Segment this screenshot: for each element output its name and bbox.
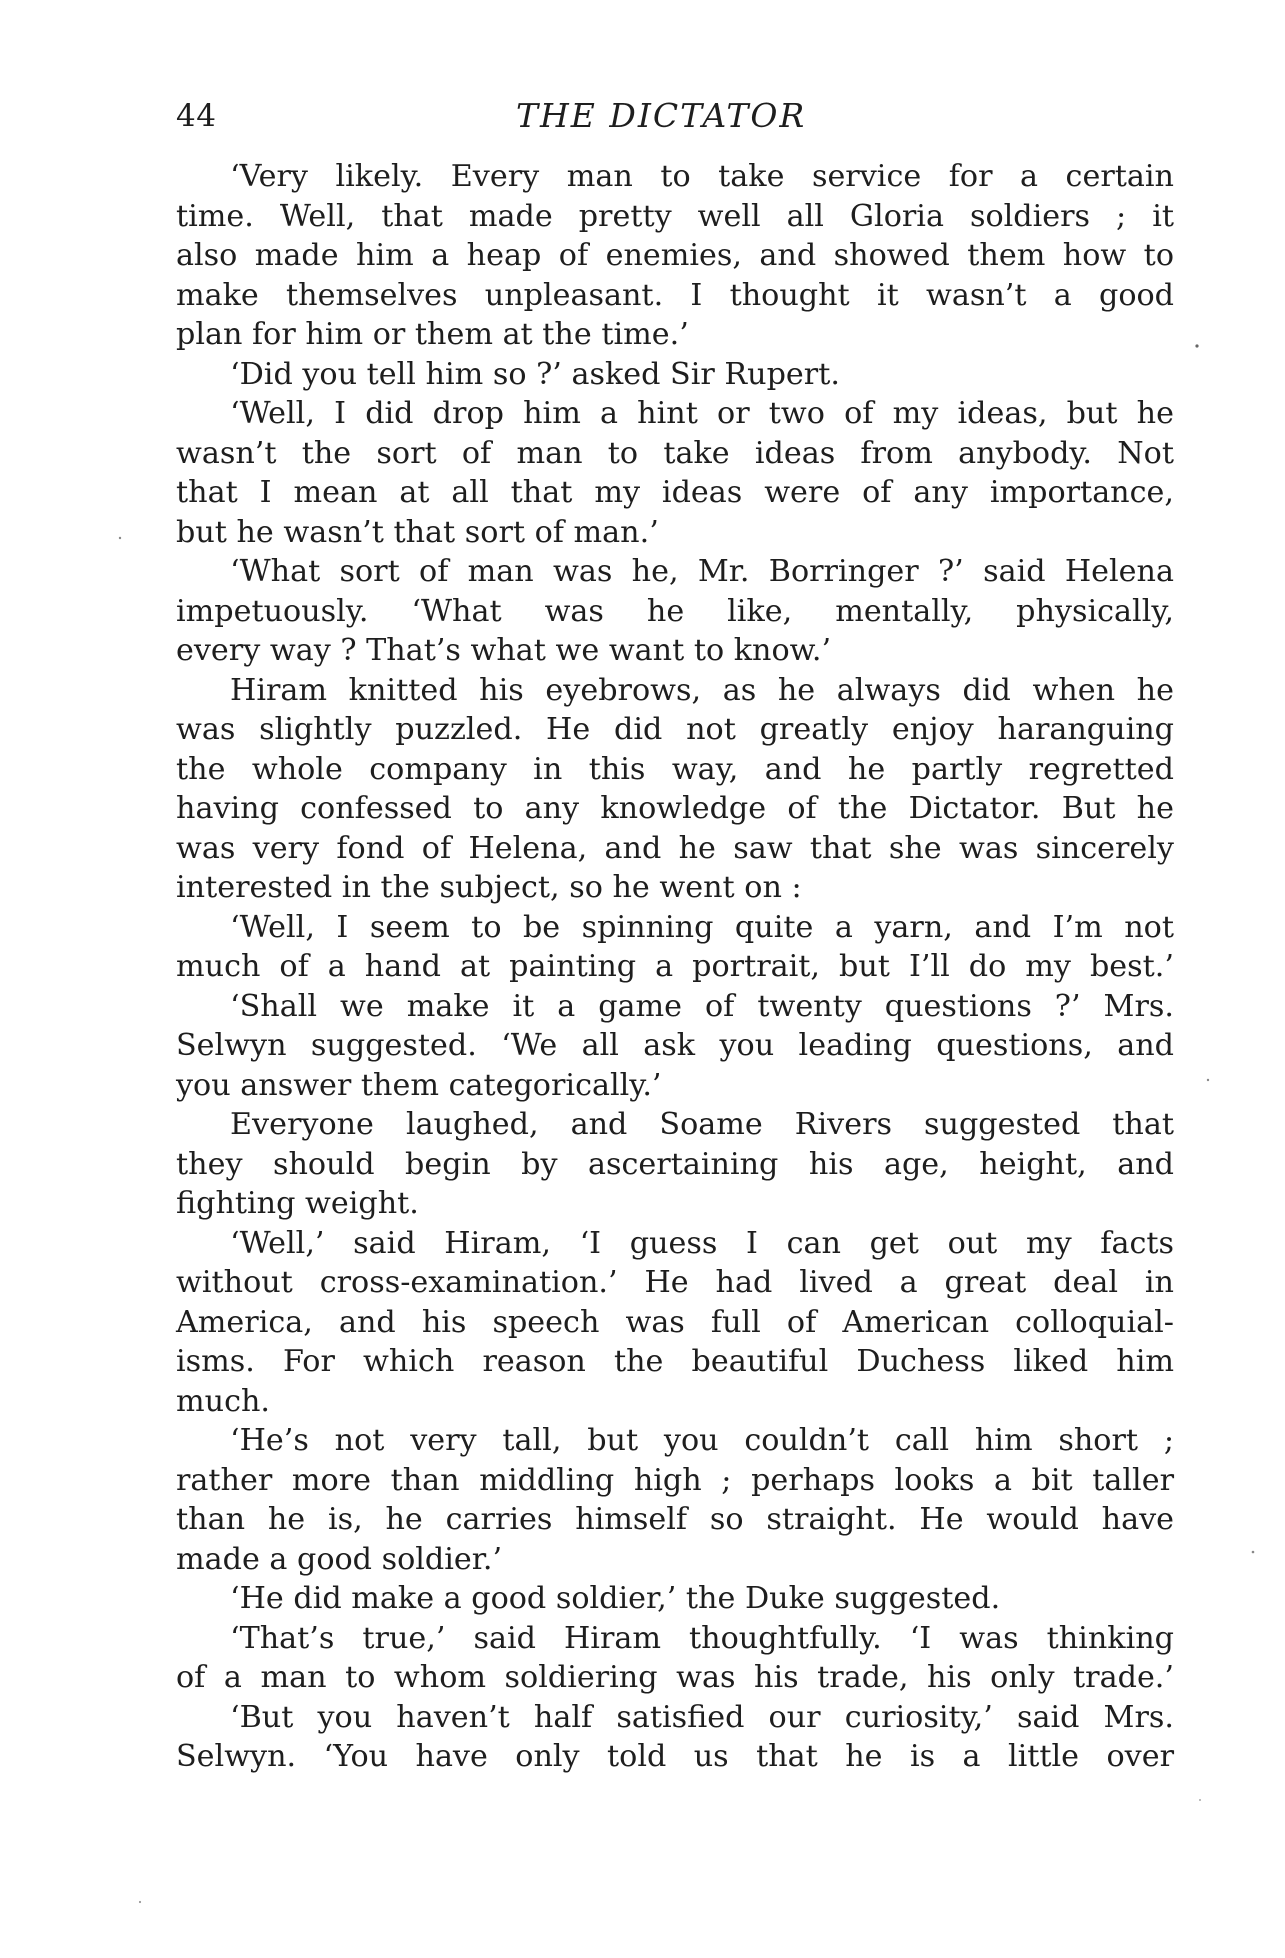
text-line: that I mean at all that my ideas were of any importance, bbox=[176, 475, 1174, 510]
text-line: every way ? That’s what we want to know.’ bbox=[176, 633, 832, 668]
text-line: ‘That’s true,’ said Hiram thoughtfully. ‘I was thinking bbox=[230, 1620, 1174, 1656]
text-line: much of a hand at painting a portrait, but I’ll do my best.’ bbox=[176, 949, 1174, 984]
text-line: without cross-examination.’ He had lived a great deal in bbox=[176, 1265, 1174, 1300]
text-line: ‘But you haven’t half satisfied our curiosity,’ said Mrs. bbox=[230, 1699, 1174, 1735]
text-line: ‘He’s not very tall, but you couldn’t call him short ; bbox=[230, 1423, 1174, 1458]
text-line: the whole company in this way, and he partly regretted bbox=[176, 751, 1174, 787]
text-line: America, and his speech was full of American colloquial- bbox=[176, 1304, 1174, 1340]
text-line: ‘He did make a good soldier,’ the Duke suggested. bbox=[230, 1581, 1001, 1616]
text-line: interested in the subject, so he went on : bbox=[176, 870, 802, 905]
text-line: time. Well, that made pretty well all Gloria soldiers ; it bbox=[176, 198, 1174, 234]
text-line: having confessed to any knowledge of the Dictator. But he bbox=[176, 791, 1174, 826]
text-line: make themselves unpleasant. I thought it wasn’t a good bbox=[176, 277, 1174, 313]
text-line: but he wasn’t that sort of man.’ bbox=[176, 514, 659, 550]
text-line: wasn’t the sort of man to take ideas from anybody. Not bbox=[176, 435, 1174, 471]
text-line: than he is, he carries himself so straight. He would have bbox=[176, 1502, 1174, 1537]
text-line: ‘Well,’ said Hiram, ‘I guess I can get out my facts bbox=[230, 1225, 1174, 1261]
text-line: Hiram knitted his eyebrows, as he always did when he bbox=[230, 672, 1174, 708]
text-line: ‘Did you tell him so ?’ asked Sir Rupert. bbox=[230, 356, 840, 392]
text-line: Selwyn suggested. ‘We all ask you leading questions, and bbox=[176, 1028, 1174, 1063]
text-line: of a man to whom soldiering was his trade, his only trade.’ bbox=[176, 1660, 1174, 1695]
text-line: also made him a heap of enemies, and showed them how to bbox=[176, 238, 1174, 273]
text-line: ‘Well, I did drop him a hint or two of my ideas, but he bbox=[230, 396, 1174, 431]
text-line: much. bbox=[176, 1383, 271, 1419]
text-line: ‘What sort of man was he, Mr. Borringer ?’ said Helena bbox=[230, 554, 1174, 589]
text-line: they should begin by ascertaining his age, height, and bbox=[176, 1146, 1174, 1182]
text-line: Selwyn. ‘You have only told us that he is a little over bbox=[176, 1739, 1174, 1774]
page-header bbox=[176, 92, 1176, 140]
text-line: ‘Very likely. Every man to take service for a certain bbox=[230, 159, 1174, 194]
page-number: 44 bbox=[176, 98, 217, 134]
running-title: THE DICTATOR bbox=[516, 96, 807, 135]
text-line: impetuously. ‘What was he like, mentally, physically, bbox=[176, 593, 1174, 629]
text-line: was very fond of Helena, and he saw that she was sincerely bbox=[176, 830, 1174, 866]
text-line: Everyone laughed, and Soame Rivers suggested that bbox=[230, 1107, 1174, 1142]
text-line: ‘Well, I seem to be spinning quite a yarn, and I’m not bbox=[230, 909, 1174, 945]
text-line: was slightly puzzled. He did not greatly enjoy haranguing bbox=[176, 712, 1174, 747]
text-line: fighting weight. bbox=[176, 1186, 419, 1221]
text-line: you answer them categorically.’ bbox=[176, 1067, 662, 1103]
text-line: plan for him or them at the time.’ bbox=[176, 317, 689, 352]
text-line: made a good soldier.’ bbox=[176, 1541, 503, 1577]
text-line: rather more than middling high ; perhaps looks a bit taller bbox=[176, 1462, 1174, 1498]
text-line: ‘Shall we make it a game of twenty questions ?’ Mrs. bbox=[230, 988, 1174, 1024]
body-text bbox=[176, 157, 1174, 1777]
text-line: isms. For which reason the beautiful Duchess liked him bbox=[176, 1344, 1174, 1379]
